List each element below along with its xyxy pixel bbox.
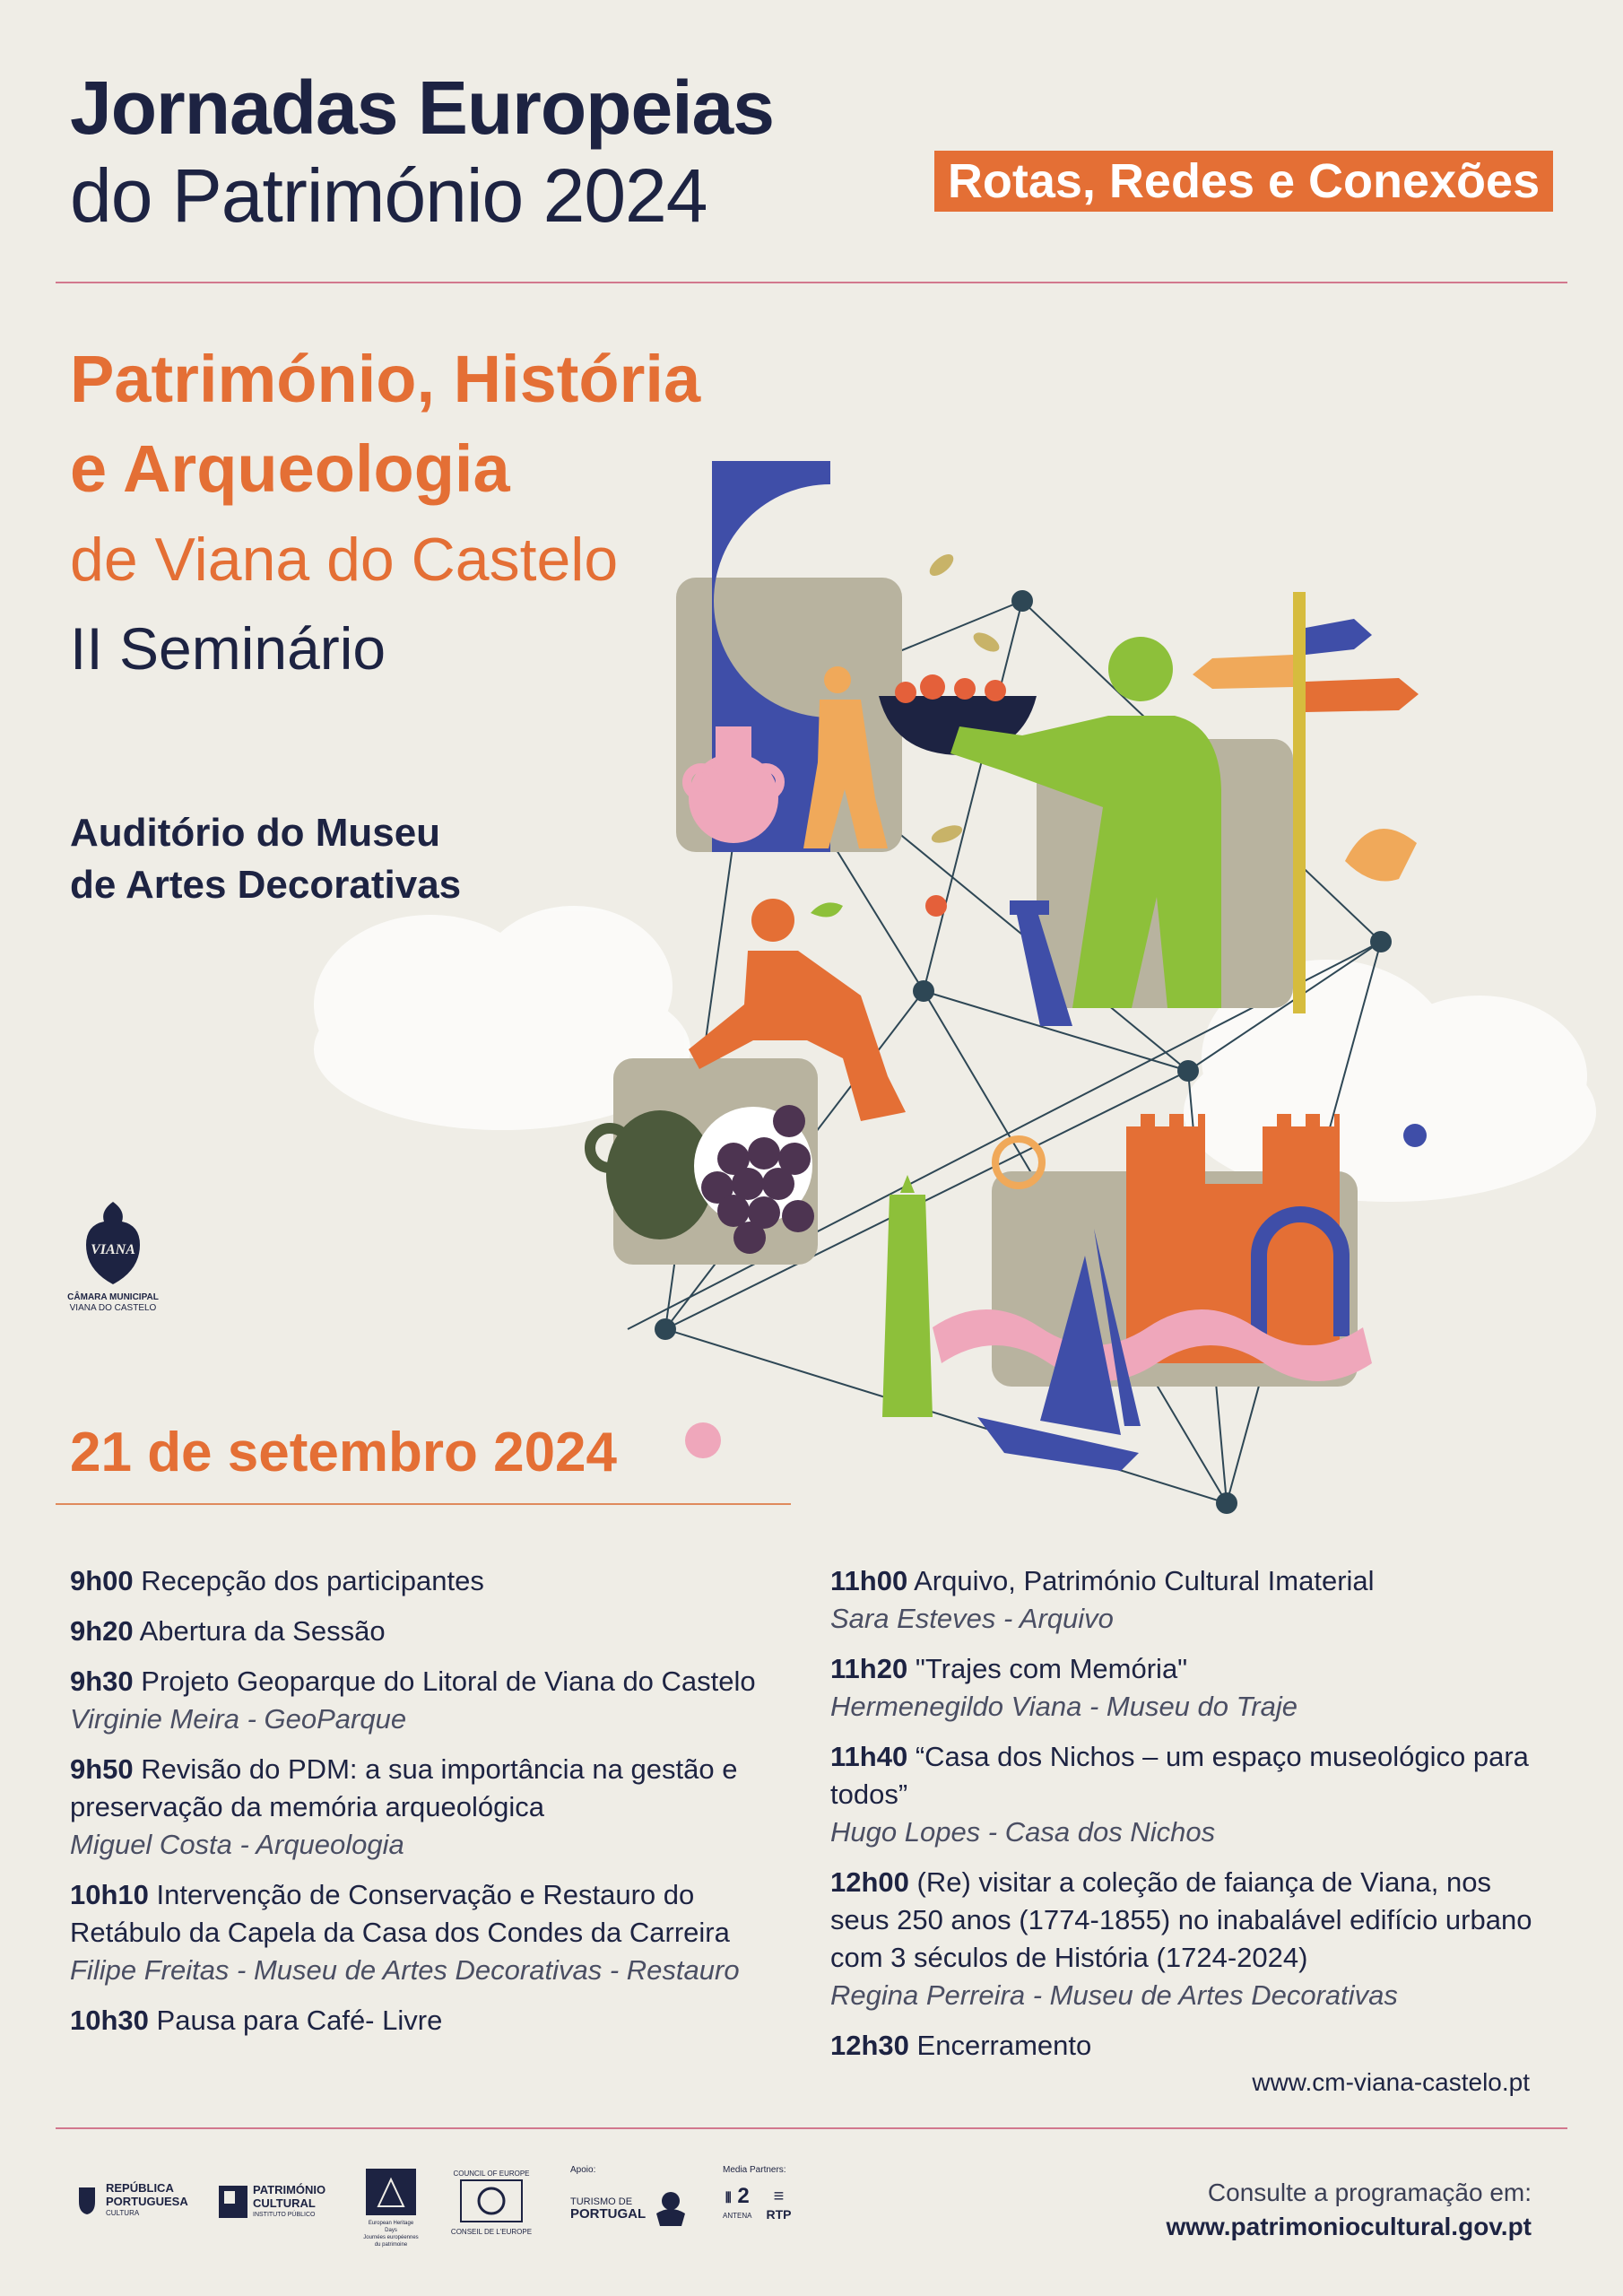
program-time: 10h30 xyxy=(70,2005,149,2036)
event-edition: II Seminário xyxy=(70,615,386,682)
venue-line1: Auditório do Museu xyxy=(70,811,441,855)
program-time: 9h50 xyxy=(70,1753,134,1785)
event-title-line1: Património, História xyxy=(70,342,701,416)
heritage-illustration xyxy=(0,430,1623,1543)
website-link[interactable]: www.cm-viana-castelo.pt xyxy=(1252,2068,1530,2096)
program-item xyxy=(70,2002,796,2039)
program-title: (Re) visitar a coleção de faiança de Viana, nos seus 250 anos (1774-1855) no inabalável edifício urbano com 3 séculos de História (1724-2024) xyxy=(830,1866,1532,1973)
event-subtitle: de Viana do Castelo xyxy=(70,526,619,594)
logo-patrimonio-cultural: PATRIMÓNIO CULTURAL INSTITUTO PÚBLICO xyxy=(219,2183,325,2221)
main-title-line1: Jornadas Europeias xyxy=(70,65,774,150)
consult-block xyxy=(1166,2176,1532,2244)
program-item xyxy=(70,1562,796,1600)
logo-council-of-europe: COUNCIL OF EUROPE CONSEIL DE L'EUROPE xyxy=(450,2170,533,2236)
program-item xyxy=(830,2027,1548,2065)
top-divider xyxy=(56,282,1567,283)
program-time: 12h30 xyxy=(830,2030,909,2061)
program-title: Revisão do PDM: a sua importância na gestão e preservação da memória arqueológica xyxy=(70,1753,738,1822)
program-time: 9h30 xyxy=(70,1665,134,1697)
logo-republica: REPÚBLICA PORTUGUESA CULTURA xyxy=(75,2181,188,2219)
program-item xyxy=(70,1751,796,1864)
dot-pink xyxy=(685,1422,721,1458)
logo-european-heritage-days: European Heritage Days Journées européennes du patrimoine xyxy=(362,2169,420,2248)
logo-media-partners: Media Partners: ⦀ 2 ANTENA ≡ RTP xyxy=(723,2165,792,2222)
program-title: "Trajes com Memória" xyxy=(915,1653,1188,1684)
lighthouse-icon xyxy=(882,1175,933,1417)
program-title: Abertura da Sessão xyxy=(139,1615,386,1647)
consult-label: Consulte a programação em: xyxy=(1207,2179,1532,2206)
venue-line2: de Artes Decorativas xyxy=(70,863,462,907)
consult-url[interactable]: www.patrimoniocultural.gov.pt xyxy=(1166,2213,1532,2240)
program-speaker: Hermenegildo Viana - Museu do Traje xyxy=(830,1691,1298,1722)
program-item xyxy=(830,1738,1548,1851)
program-title: “Casa dos Nichos – um espaço museológico para todos” xyxy=(830,1741,1529,1810)
municipal-line2: VIANA DO CASTELO xyxy=(69,1303,157,1313)
rtp-logo: ≡ RTP xyxy=(766,2187,792,2222)
municipal-logo xyxy=(66,1198,160,1314)
shell-icon xyxy=(1345,829,1417,882)
clouds xyxy=(314,906,1596,1202)
crest-text: VIANA xyxy=(91,1242,135,1257)
program-left-column xyxy=(70,1562,796,2052)
viana-crest-icon xyxy=(77,1198,149,1288)
republica-emblem-icon xyxy=(75,2184,99,2216)
dot-blue xyxy=(1403,1124,1427,1147)
program-item xyxy=(830,1650,1548,1726)
program-speaker: Filipe Freitas - Museu de Artes Decorativas - Restauro xyxy=(70,1954,740,1986)
program-speaker: Sara Esteves - Arquivo xyxy=(830,1603,1114,1634)
program-time: 10h10 xyxy=(70,1879,149,1910)
venue xyxy=(70,807,461,911)
program-time: 9h00 xyxy=(70,1565,134,1596)
program-right-column xyxy=(830,1562,1548,2077)
date-divider xyxy=(56,1503,791,1505)
patrimonio-mark-icon xyxy=(219,2184,247,2220)
program-item xyxy=(830,1864,1548,2014)
ehd-icon xyxy=(366,2169,416,2215)
program-item xyxy=(830,1562,1548,1638)
program-item xyxy=(70,1663,796,1738)
program-title: Recepção dos participantes xyxy=(141,1565,484,1596)
event-date: 21 de setembro 2024 xyxy=(70,1422,618,1483)
coe-icon xyxy=(460,2179,523,2222)
logo-turismo: Apoio: TURISMO DE PORTUGAL xyxy=(570,2165,690,2230)
event-title-line2: e Arqueologia xyxy=(70,431,510,506)
program-speaker: Hugo Lopes - Casa dos Nichos xyxy=(830,1816,1216,1848)
program-time: 11h00 xyxy=(830,1565,908,1596)
antena-2-logo: ⦀ 2 ANTENA xyxy=(723,2184,752,2220)
program-speaker: Regina Perreira - Museu de Artes Decorativas xyxy=(830,1979,1398,2011)
program-title: Pausa para Café- Livre xyxy=(156,2005,443,2036)
municipal-line1: CÂMARA MUNICIPAL xyxy=(67,1292,159,1302)
tagline-badge: Rotas, Redes e Conexões xyxy=(934,151,1553,212)
program-title: Intervenção de Conservação e Restauro do Retábulo da Capela da Casa dos Condes da Carreira xyxy=(70,1879,730,1948)
turismo-icon xyxy=(651,2187,690,2230)
program-title: Projeto Geoparque do Litoral de Viana do Castelo xyxy=(141,1665,756,1697)
program-title: Encerramento xyxy=(916,2030,1092,2061)
program-time: 9h20 xyxy=(70,1615,134,1647)
main-title-line2: do Património 2024 xyxy=(70,153,707,238)
apple-icon xyxy=(925,895,947,917)
program-time: 11h40 xyxy=(830,1741,908,1772)
program-time: 11h20 xyxy=(830,1653,908,1684)
program-title: Arquivo, Património Cultural Imaterial xyxy=(914,1565,1375,1596)
program-time: 12h00 xyxy=(830,1866,909,1898)
bottom-divider xyxy=(56,2127,1567,2129)
program-speaker: Miguel Costa - Arqueologia xyxy=(70,1829,404,1860)
program-item xyxy=(70,1876,796,1989)
program-speaker: Virginie Meira - GeoParque xyxy=(70,1703,407,1735)
program-item xyxy=(70,1613,796,1650)
